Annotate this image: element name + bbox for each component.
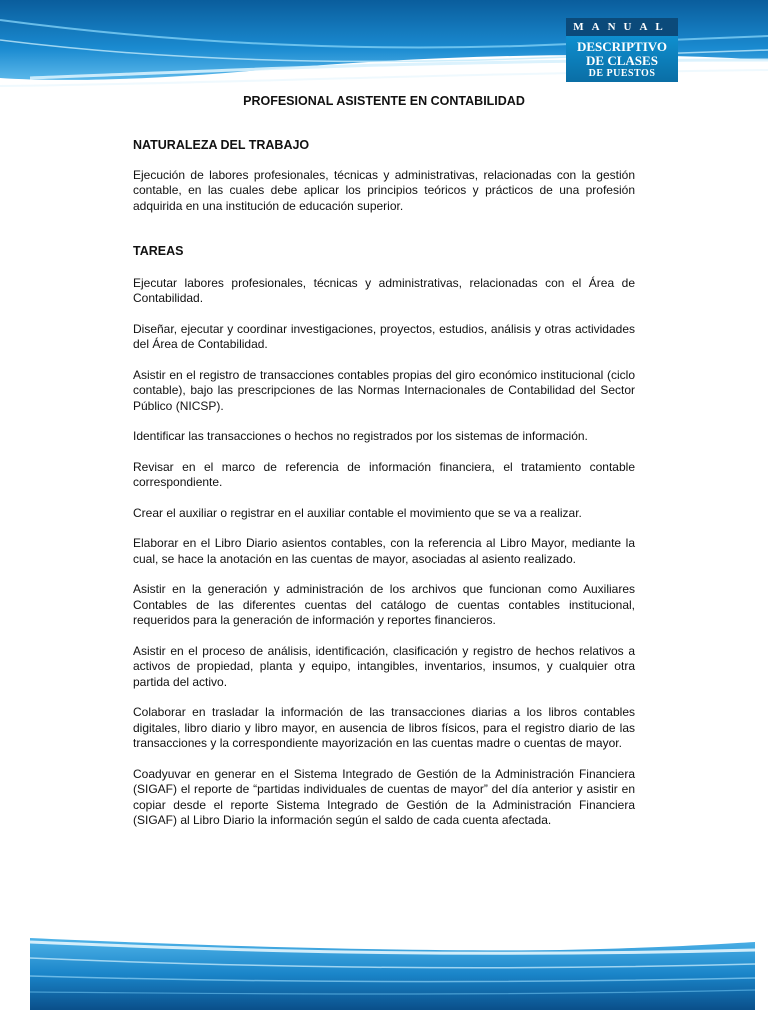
naturaleza-heading: NATURALEZA DEL TRABAJO [133,138,310,152]
tarea-item: Colaborar en trasladar la información de las transacciones diarias a los libros contables digitales, libro diario y libro mayor, en ausencia de libros físicos, para el registro diario de las transacciones y la correspondiente mayorización en las cuentas madre o cuentas de mayor. [133,705,635,750]
tarea-item: Diseñar, ejecutar y coordinar investigaciones, proyectos, estudios, análisis y otras actividades del Área de Contabilidad. [133,321,635,351]
tarea-item: Asistir en el proceso de análisis, identificación, clasificación y registro de hechos relativos a activos de propiedad, planta y equipo, intangibles, inventarios, insumos, y cualquier otra partida del activo. [133,643,635,689]
badge-line-1: DESCRIPTIVO [576,38,668,54]
document-title: PROFESIONAL ASISTENTE EN CONTABILIDAD [243,94,525,108]
badge-body [566,36,678,82]
tareas-heading: TAREAS [133,244,184,258]
badge-line-3: DE PUESTOS [588,67,656,79]
footer-wave-banner [0,928,768,1024]
badge-top-text: MANUAL [566,18,678,36]
naturaleza-text: Ejecución de labores profesionales, técnicas y administrativas, relacionadas con la gestión contable, en las cuales debe aplicar los principios teóricos y prácticos de una profesión adquirida en una institución de educación superior. [133,167,635,213]
tarea-item: Coadyuvar en generar en el Sistema Integrado de Gestión de la Administración Financiera (SIGAF) el reporte de “partidas individuales de cuentas de mayor” del día anterior y asistir en copiar desde el reporte Sistema Integrado de Gestión de la Administración Financiera (SIGAF) al Libro Diario la información según el saldo de cada cuenta afectada. [133,766,635,827]
tarea-item: Revisar en el marco de referencia de información financiera, el tratamiento contable correspondiente. [133,459,635,489]
tarea-item: Asistir en la generación y administración de los archivos que funcionan como Auxiliares Contables de las diferentes cuentas del catálogo de cuentas contables institucional, requeridos para la generación de información y reportes financieros. [133,582,635,627]
tarea-item: Asistir en el registro de transacciones contables propias del giro económico institucional (ciclo contable), bajo las prescripciones de las Normas Internacionales de Contabilidad del Sector Público (NICSP). [133,367,635,413]
tarea-item: Identificar las transacciones o hechos no registrados por los sistemas de información. [133,429,588,443]
tarea-item: Elaborar en el Libro Diario asientos contables, con la referencia al Libro Mayor, mediante la cual, se hace la anotación en las cuentas de mayor, asociadas al asiento realizado. [133,536,635,566]
manual-badge [566,18,678,82]
badge-line-2: DE CLASES [586,52,658,68]
document-body [133,94,635,829]
tarea-item: Crear el auxiliar o registrar en el auxiliar contable el movimiento que se va a realizar. [133,505,582,520]
tarea-item: Ejecutar labores profesionales, técnicas y administrativas, relacionadas con el Área de Contabilidad. [133,275,635,305]
